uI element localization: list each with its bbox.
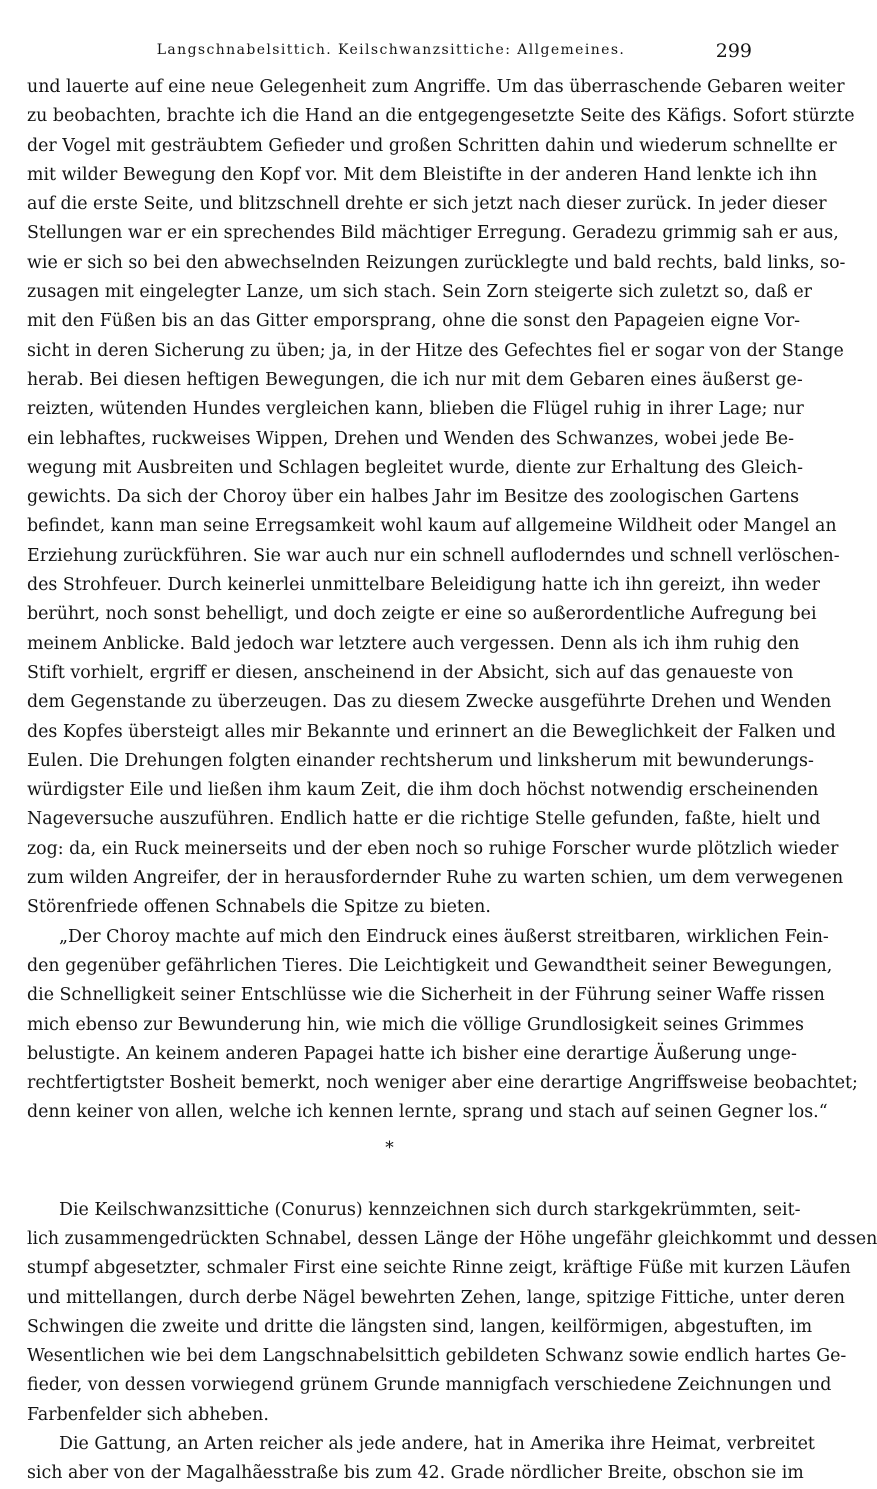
text-line: belustigte. An keinem anderen Papagei hatte ich bisher eine derartige Äußerung unge- (27, 1043, 797, 1064)
text-line: den gegenüber gefährlichen Tieres. Die Leichtigkeit und Gewandtheit seiner Bewegungen, (27, 955, 833, 976)
text-line: fieder, von dessen vorwiegend grünem Grunde mannigfach verschiedene Zeichnungen und (27, 1375, 832, 1396)
text-line: Stellungen war er ein sprechendes Bild mächtiger Erregung. Geradezu grimmig sah er aus, (27, 223, 839, 244)
text-line: Die Gattung, an Arten reicher als jede andere, hat in Amerika ihre Heimat, verbreitet (59, 1434, 815, 1455)
text-line: die Schnelligkeit seiner Entschlüsse wie die Sicherheit in der Führung seiner Waffe rissen (27, 985, 825, 1006)
asterisk-separator: * (385, 1137, 394, 1158)
text-line: sicht in deren Sicherung zu üben; ja, in der Hitze des Gefechtes fiel er sogar von der Stange (27, 340, 844, 361)
text-line: zu beobachten, brachte ich die Hand an die entgegengesetzte Seite des Käfigs. Sofort stürzte (27, 106, 855, 127)
running-title: Langschnabelsittich. Keilschwanzsittiche: Allgemeines. (156, 42, 626, 58)
text-line: lich zusammengedrückten Schnabel, dessen Länge der Höhe ungefähr gleichkommt und dessen (27, 1228, 877, 1249)
text-line: wie er sich so bei den abwechselnden Reizungen zurücklegte und bald rechts, bald links, so- (27, 252, 846, 273)
text-line: mich ebenso zur Bewunderung hin, wie mich die völlige Grundlosigkeit seines Grimmes (27, 1014, 804, 1035)
text-line: wegung mit Ausbreiten und Schlagen begleitet wurde, diente zur Erhaltung des Gleich- (27, 457, 803, 478)
text-line: und lauerte auf eine neue Gelegenheit zum Angriffe. Um das überraschende Gebaren weiter (27, 77, 845, 97)
running-head (0, 40, 782, 62)
text-line: Stift vorhielt, ergriff er diesen, anscheinend in der Absicht, sich auf das genaueste von (27, 662, 794, 683)
text-line: der Vogel mit gesträubtem Gefieder und großen Schritten dahin und wiederum schnellte er (27, 135, 837, 156)
text-line: Schwingen die zweite und dritte die längsten sind, langen, keilförmigen, abgestuften, im (27, 1316, 813, 1337)
text-line: gewichts. Da sich der Choroy über ein halbes Jahr im Besitze des zoologischen Gartens (27, 487, 800, 508)
section-gap (27, 1174, 752, 1196)
paragraph-keilschwanzsittiche-description (27, 1196, 877, 1430)
paragraph-choroy-behavior (27, 73, 855, 923)
text-line: zum wilden Angreifer, der in herausfordernder Ruhe zu warten schien, um dem verwegenen (27, 868, 844, 889)
text-line: reizten, wütenden Hundes vergleichen kann, blieben die Flügel ruhig in ihrer Lage; nur (27, 399, 804, 420)
paragraph-quotation (27, 923, 858, 1128)
section-separator (27, 1128, 752, 1174)
text-line: Nageversuche auszuführen. Endlich hatte er die richtige Stelle gefunden, faßte, hielt und (27, 809, 821, 830)
text-line: sich aber von der Magalhãesstraße bis zum 42. Grade nördlicher Breite, obschon sie im (27, 1463, 804, 1484)
text-line: und mittellangen, durch derbe Nägel bewehrten Zehen, lange, spitzige Fittiche, unter deren (27, 1287, 846, 1308)
text-line: würdigster Eile und ließen ihm kaum Zeit, die ihm doch höchst notwendig erscheinenden (27, 780, 819, 801)
text-line: berührt, noch sonst behelligt, und doch zeigte er eine so außerordentliche Aufregung bei (27, 604, 817, 625)
text-line: dem Gegenstande zu überzeugen. Das zu diesem Zwecke ausgeführte Drehen und Wenden (27, 692, 832, 713)
text-line: denn keiner von allen, welche ich kennen lernte, sprang und stach auf seinen Gegner los.“ (27, 1102, 828, 1123)
text-line: rechtfertigtster Bosheit bemerkt, noch weniger aber eine derartige Angriffsweise beobachtet; (27, 1073, 858, 1094)
text-line: befindet, kann man seine Erregsamkeit wohl kaum auf allgemeine Wildheit oder Mangel an (27, 516, 837, 537)
text-line: Erziehung zurückführen. Sie war auch nur ein schnell aufloderndes und schnell verlöschen- (27, 545, 840, 566)
text-line: Farbenfelder sich abheben. (27, 1404, 269, 1425)
text-line: zusagen mit eingelegter Lanze, um sich stach. Sein Zorn steigerte sich zuletzt so, daß er (27, 282, 812, 303)
body-text (27, 73, 877, 1489)
paragraph-genus-range (27, 1430, 815, 1489)
text-line: des Kopfes übersteigt alles mir Bekannte und erinnert an die Beweglichkeit der Falken und (27, 721, 836, 742)
text-line: Eulen. Die Drehungen folgten einander rechtsherum und linksherum mit bewunderungs- (27, 750, 814, 771)
text-line: meinem Anblicke. Bald jedoch war letztere auch vergessen. Denn als ich ihm ruhig den (27, 633, 800, 654)
text-line: stumpf abgesetzter, schmaler First eine seichte Rinne zeigt, kräftige Füße mit kurzen Läufen (27, 1258, 851, 1279)
text-line: „Der Choroy machte auf mich den Eindruck eines äußerst streitbaren, wirklichen Fein- (59, 926, 829, 947)
text-line: zog: da, ein Ruck meinerseits und der eben noch so ruhige Forscher wurde plötzlich wieder (27, 838, 839, 859)
page-number: 299 (715, 40, 752, 62)
text-line: Störenfriede offenen Schnabels die Spitze zu bieten. (27, 897, 491, 918)
text-line: Die Keilschwanzsittiche (Conurus) kennzeichnen sich durch starkgekrümmten, seit- (59, 1199, 801, 1220)
text-line: mit den Füßen bis an das Gitter emporsprang, ohne die sonst den Papageien eigne Vor- (27, 311, 801, 332)
text-line: herab. Bei diesen heftigen Bewegungen, die ich nur mit dem Gebaren eines äußerst ge- (27, 369, 803, 390)
text-line: mit wilder Bewegung den Kopf vor. Mit dem Bleistifte in der anderen Hand lenkte ich ihn (27, 164, 818, 185)
text-line: des Strohfeuer. Durch keinerlei unmittelbare Beleidigung hatte ich ihn gereizt, ihn weder (27, 575, 820, 596)
text-line: Wesentlichen wie bei dem Langschnabelsittich gebildeten Schwanz sowie endlich hartes Ge- (27, 1346, 847, 1367)
text-line: auf die erste Seite, und blitzschnell drehte er sich jetzt nach dieser zurück. In jeder dieser (27, 194, 827, 215)
text-line: ein lebhaftes, ruckweises Wippen, Drehen und Wenden des Schwanzes, wobei jede Be- (27, 428, 794, 449)
